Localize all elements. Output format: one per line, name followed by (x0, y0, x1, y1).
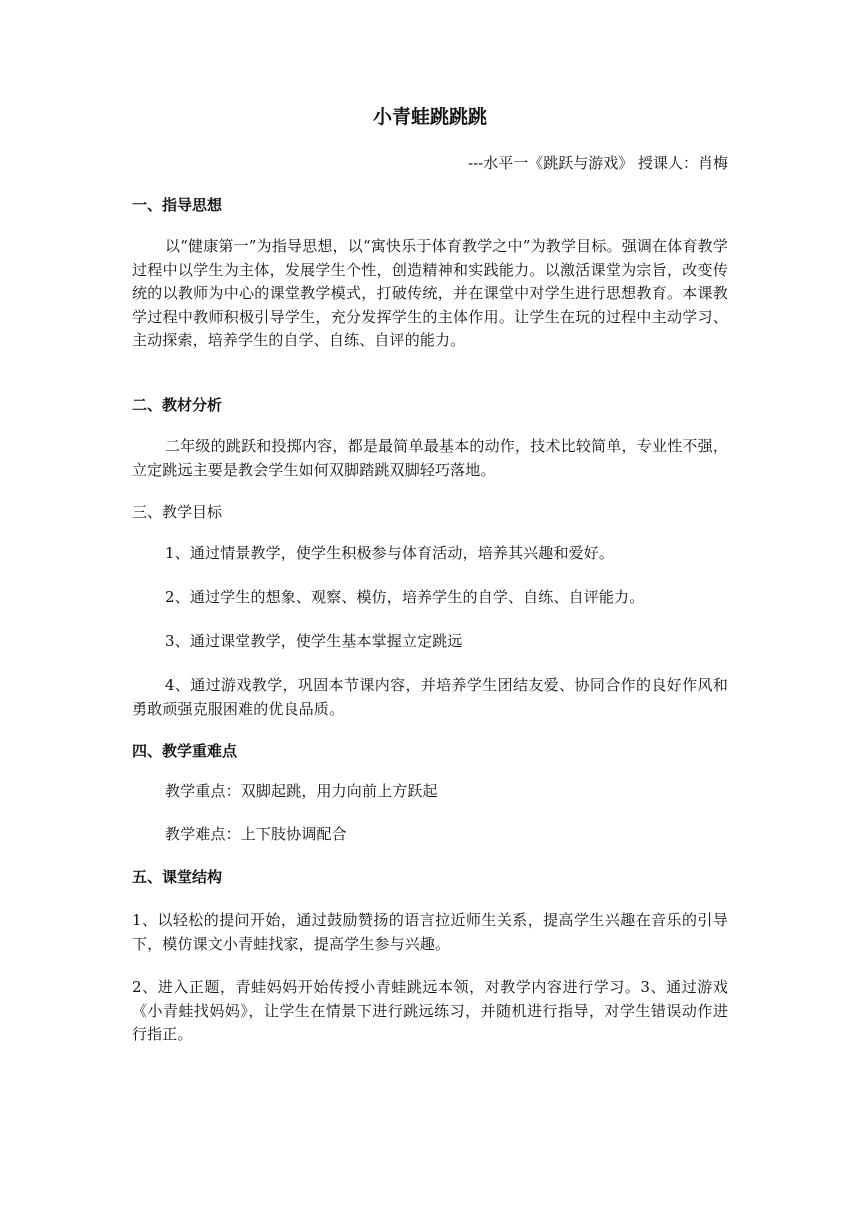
structure-item: 2、进入正题，青蛙妈妈开始传授小青蛙跳远本领，对教学内容进行学习。3、通过游戏《小青蛙找妈妈》，让学生在情景下进行跳远练习，并随机进行指导，对学生错误动作进行指正。 (132, 978, 728, 1043)
section-paragraph: 以“健康第一”为指导思想，以“寓快乐于体育教学之中”为教学目标。强调在体育教学过程中以学生为主体，发展学生个性，创造精神和实践能力。以激活课堂为宗旨，改变传统的以教师为中心的课堂教学模式，打破传统，并在课堂中对学生进行思想教育。本课教学过程中教师积极引导学生，充分发挥学生的主体作用。让学生在玩的过程中主动学习、主动探索，培养学生的自学、自练、自评的能力。 (132, 237, 728, 349)
section-heading-teaching-objectives: 三、教学目标 (132, 503, 223, 521)
objective-item: 2、通过学生的想象、观察、模仿，培养学生的自学、自练、自评能力。 (165, 588, 645, 606)
objective-item: 4、通过游戏教学，巩固本节课内容，并培养学生团结友爱、协同合作的良好作风和勇敢顽强克服困难的优良品质。 (132, 676, 728, 718)
section-heading-guiding-ideology: 一、指导思想 (132, 196, 223, 214)
section-heading-key-points: 四、教学重难点 (132, 742, 238, 760)
section-heading-class-structure: 五、课堂结构 (132, 868, 223, 886)
section-heading-material-analysis: 二、教材分析 (132, 396, 223, 414)
section-paragraph: 二年级的跳跃和投掷内容，都是最简单最基本的动作，技术比较简单，专业性不强，立定跳远主要是教会学生如何双脚踏跳双脚轻巧落地。 (132, 437, 728, 479)
structure-item: 1、以轻松的提问开始，通过鼓励赞扬的语言拉近师生关系，提高学生兴趣在音乐的引导下，模仿课文小青蛙找家，提高学生参与兴趣。 (132, 911, 728, 953)
key-point-item: 教学难点：上下肢协调配合 (165, 825, 347, 843)
document-title: 小青蛙跳跳跳 (372, 106, 487, 128)
objective-item: 3、通过课堂教学，使学生基本掌握立定跳远 (165, 632, 463, 650)
document-subtitle: ---水平一《跳跃与游戏》 授课人：肖梅 (468, 154, 728, 172)
key-point-item: 教学重点：双脚起跳，用力向前上方跃起 (165, 782, 438, 800)
objective-item: 1、通过情景教学，使学生积极参与体育活动，培养其兴趣和爱好。 (165, 544, 615, 562)
